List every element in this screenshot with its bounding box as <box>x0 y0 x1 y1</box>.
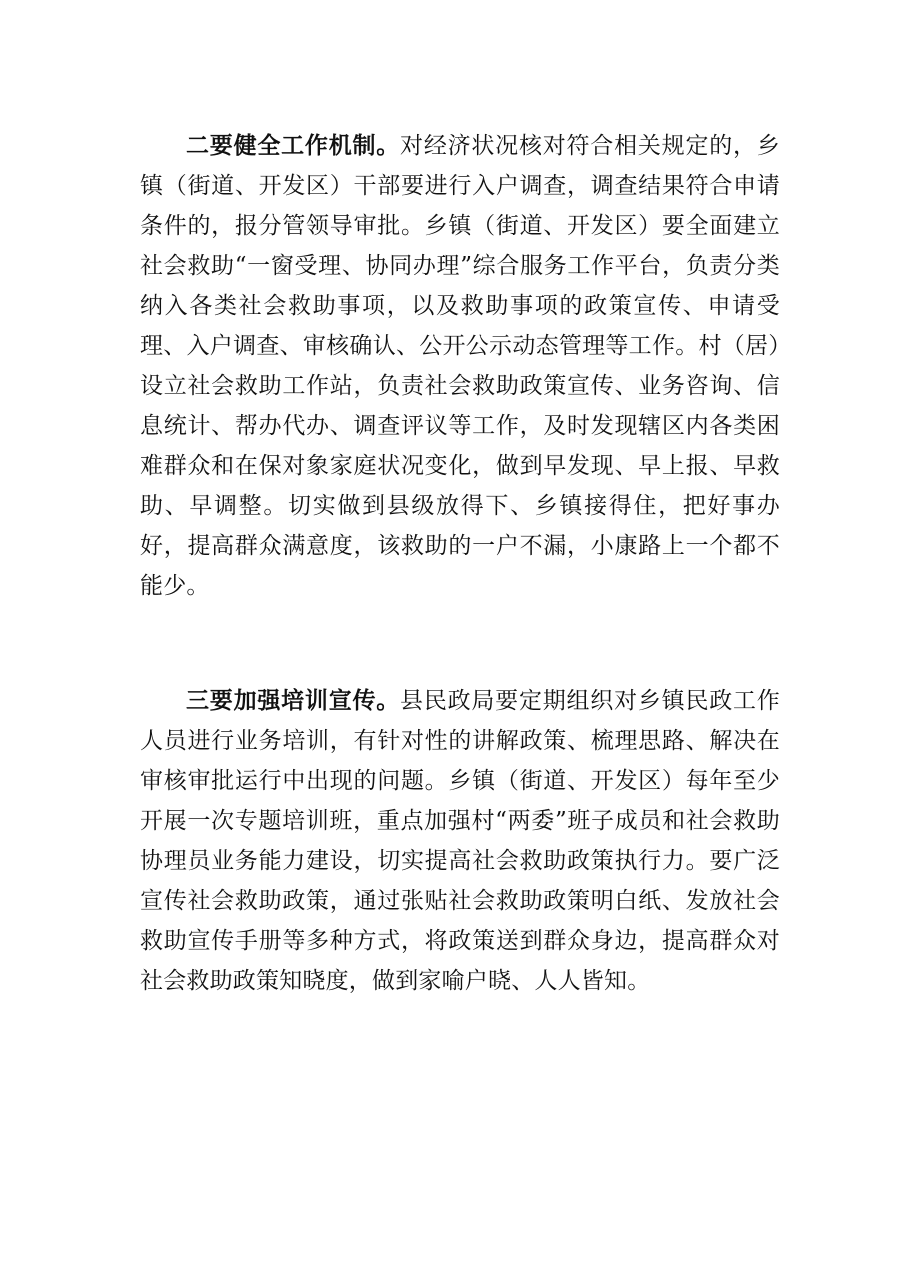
paragraph-training-publicity <box>140 681 780 1001</box>
paragraph-work-mechanism <box>140 126 780 606</box>
paragraph-heading: 三要加强培训宣传。 <box>186 687 401 714</box>
paragraph-body: 对经济状况核对符合相关规定的，乡镇（街道、开发区）干部要进行入户调查，调查结果符合申请条件的，报分管领导审批。乡镇（街道、开发区）要全面建立社会救助“一窗受理、协同办理”综合服务工作平台，负责分类纳入各类社会救助事项，以及救助事项的政策宣传、申请受理、入户调查、审核确认、公开公示动态管理等工作。村（居）设立社会救助工作站，负责社会救助政策宣传、业务咨询、信息统计、帮办代办、调查评议等工作，及时发现辖区内各类困难群众和在保对象家庭状况变化，做到早发现、早上报、早救助、早调整。切实做到县级放得下、乡镇接得住，把好事办好，提高群众满意度，该救助的一户不漏，小康路上一个都不能少。 <box>140 133 780 599</box>
paragraph-body: 县民政局要定期组织对乡镇民政工作人员进行业务培训，有针对性的讲解政策、梳理思路、解决在审核审批运行中出现的问题。乡镇（街道、开发区）每年至少开展一次专题培训班，重点加强村“两委”班子成员和社会救助协理员业务能力建设，切实提高社会救助政策执行力。要广泛宣传社会救助政策，通过张贴社会救助政策明白纸、发放社会救助宣传手册等多种方式，将政策送到群众身边，提高群众对社会救助政策知晓度，做到家喻户晓、人人皆知。 <box>140 688 780 994</box>
paragraph-heading: 二要健全工作机制。 <box>186 132 401 159</box>
